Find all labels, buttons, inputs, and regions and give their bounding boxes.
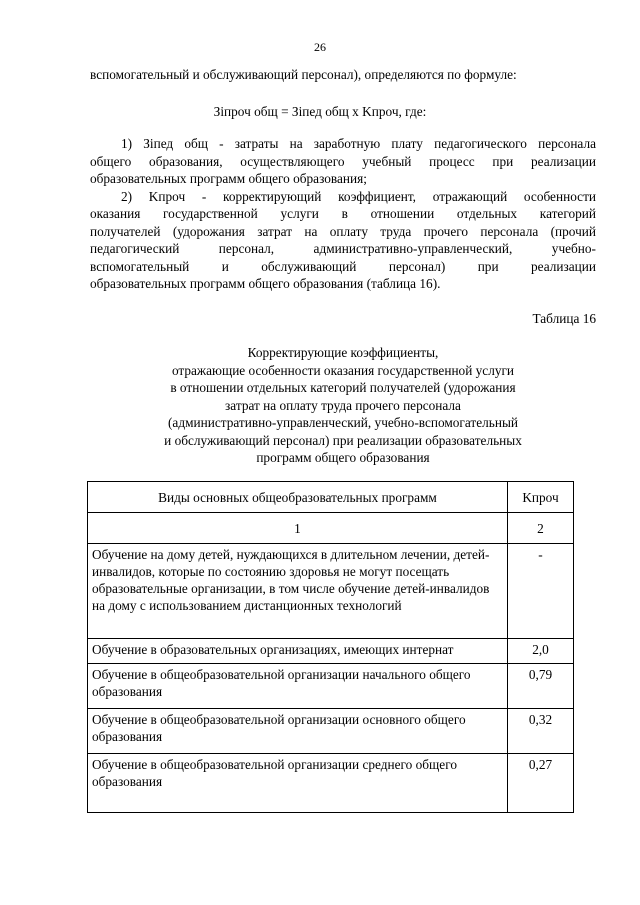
item2-line: получателей (удорожания затрат на оплату труда прочего персонала (прочий [90,223,596,239]
program-cell: Обучение в образовательных организациях, имеющих интернат [88,639,508,664]
intro-paragraph [90,66,596,84]
table-row [88,709,574,754]
table-label: Таблица 16 [532,311,596,326]
caption-line: Корректирующие коэффициенты, [247,345,439,360]
program-cell: Обучение в общеобразовательной организации основного общего образования [88,709,508,754]
formula: Зiпроч общ = Зiпед общ x Kпроч, где: [213,104,427,119]
item2-line: 2) Kпроч - корректирующий коэффициент, отражающий особенности [121,188,596,204]
coef-cell: - [508,544,574,639]
program-cell: Обучение в общеобразовательной организации начального общего образования [88,664,508,709]
index-cell: 2 [508,513,574,544]
coef-cell: 0,32 [508,709,574,754]
definitions [90,135,596,293]
header-programs: Виды основных общеобразовательных программ [88,482,508,513]
item2-line: вспомогательный и обслуживающий персонал) при реализации [90,258,596,274]
coefficients-table [87,481,574,813]
table-header-row [88,482,574,513]
coef-cell: 0,79 [508,664,574,709]
program-cell: Обучение на дому детей, нуждающихся в длительном лечении, детей-инвалидов, которые по состоянию здоровья не могут посещать образовательные организации, в том числе обучение детей-инвалидов на дому с использованием дистанционных технологий [88,544,508,639]
caption-line: в отношении отдельных категорий получателей (удорожания [170,380,516,395]
item2-line: педагогический персонал, административно-управленческий, учебно- [90,241,596,256]
table-row [88,664,574,709]
index-cell: 1 [88,513,508,544]
caption-line: отражающие особенности оказания государственной услуги [171,362,515,378]
caption-line: (административно-управленческий, учебно-вспомогательный [167,415,519,430]
table-row [88,754,574,813]
item1-line: 1) Зiпед общ - затраты на заработную плату педагогического персонала [121,136,596,151]
header-coef: Kпроч [508,482,574,513]
table-index-row [88,513,574,544]
table-row [88,639,574,664]
coef-cell: 0,27 [508,754,574,813]
item2-line: оказания государственной услуги в отношении отдельных категорий [90,206,596,221]
intro-line: вспомогательный и обслуживающий персонал), определяются по формуле: [90,67,517,82]
page-number: 26 [314,40,326,54]
item2-line: образовательных программ общего образования (таблица 16). [90,276,441,291]
caption-line: программ общего образования [256,450,430,465]
table-caption [90,344,596,467]
coef-cell: 2,0 [508,639,574,664]
program-cell: Обучение в общеобразовательной организации среднего общего образования [88,754,508,813]
item1-line: образовательных программ общего образования; [90,171,367,186]
caption-line: затрат на оплату труда прочего персонала [225,397,461,413]
caption-line: и обслуживающий персонал) при реализации образовательных [164,432,522,448]
table-row [88,544,574,639]
item1-line: общего образования, осуществляющего учебный процесс при реализации [90,153,596,169]
